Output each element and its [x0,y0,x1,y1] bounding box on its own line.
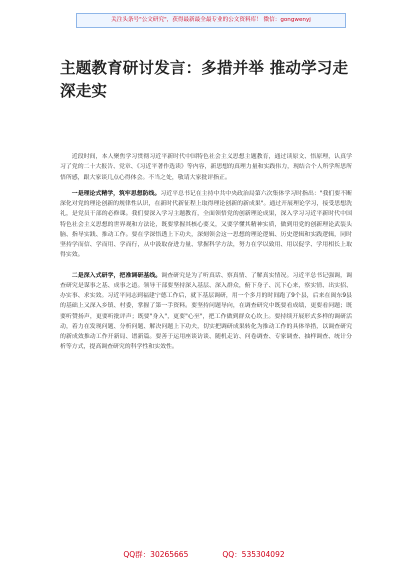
document-title: 主题教育研讨发言：多措并举 推动学习走深走实 [60,59,349,100]
footer-qq-contact: QQ：535304092 [222,550,285,559]
paragraph-heading: 二是深入式研学，把准调研基线。 [71,272,162,279]
promo-banner: 关注头条号"公文研究"，获得最新最全最专业的公文资料库！ 微信：gongwenyj [76,13,346,28]
document-body [60,152,352,359]
paragraph-intro [60,152,352,183]
paragraph-point-1 [60,189,352,261]
page-footer [0,549,408,561]
paragraph-text: 习近平总书记在主持中共中央政治局第六次集体学习时指出："我们要不断深化对党的理论创新的规律性认识，在新时代新征程上取得理论创新的新成果"。通过开展理论学习，接受思想洗礼，是党员干部的必修课。我们要深入学习主题教育，全面领悟党的创新理论成果，深入学习习近平新时代中国特色社会主义思想的世界观和方法论，既要掌握其核心要义，又要学懂其精神实质，做到用党的创新理论武装头脑、指导实践、推动工作。要在学深悟透上下功夫，深刻领会这一思想的理论逻辑、历史逻辑和实践逻辑，同时坚持学而信、学而用、学而行，从中汲取奋进力量、掌握科学方法，努力在学以致用、用以促学、学用相长上取得实效。 [60,190,352,259]
paragraph-heading: 一是理论式精学，筑牢思想防线。 [71,190,161,197]
paragraph-text: 调查研究是为了听真话、察真情、了解真实情况。习近平总书记强调，调查研究是谋事之基、成事之道。领导干部要坚持深入基层、深入群众，俯下身子、沉下心来，察实情、出实招、办实事、求实效。习近平同志到福建宁德工作后，就下基层调研，用一个多月的时间跑了9个县，后来在闽东9县的基础上又深入乡镇、村委，掌握了第一手资料。要坚持问题导向，在调查研究中既要看成绩，更要看问题；既要听赞扬声，更要听批评声；既要"身入"，更要"心至"，把工作做到群众心坎上。要持续开展形式多样的调研活动，着力在发现问题、分析问题、解决问题上下功夫，切实把调研成果转化为推动工作的具体举措，以调查研究的新成效推动工作开新局、谱新篇。要善于运用座谈访谈、随机走访、问卷调查、专家调查、抽样调查、统计分析等方式，提高调查研究的科学性和实效性。 [60,272,353,351]
paragraph-point-2 [60,271,352,353]
footer-qq-group: QQ群：30265665 [123,550,189,559]
paragraph-text: 近段时间，本人聚焦学习贯彻习近平新时代中国特色社会主义思想主题教育，通过读原文、悟原理，认真学习了党的二十大报告、党章、《习近平著作选读》等内容，新思想的真理力量和实践伟力，现结合个人所学所思所悟所感，跟大家谈几点心得体会。不当之处，敬请大家批评指正。 [60,154,352,181]
